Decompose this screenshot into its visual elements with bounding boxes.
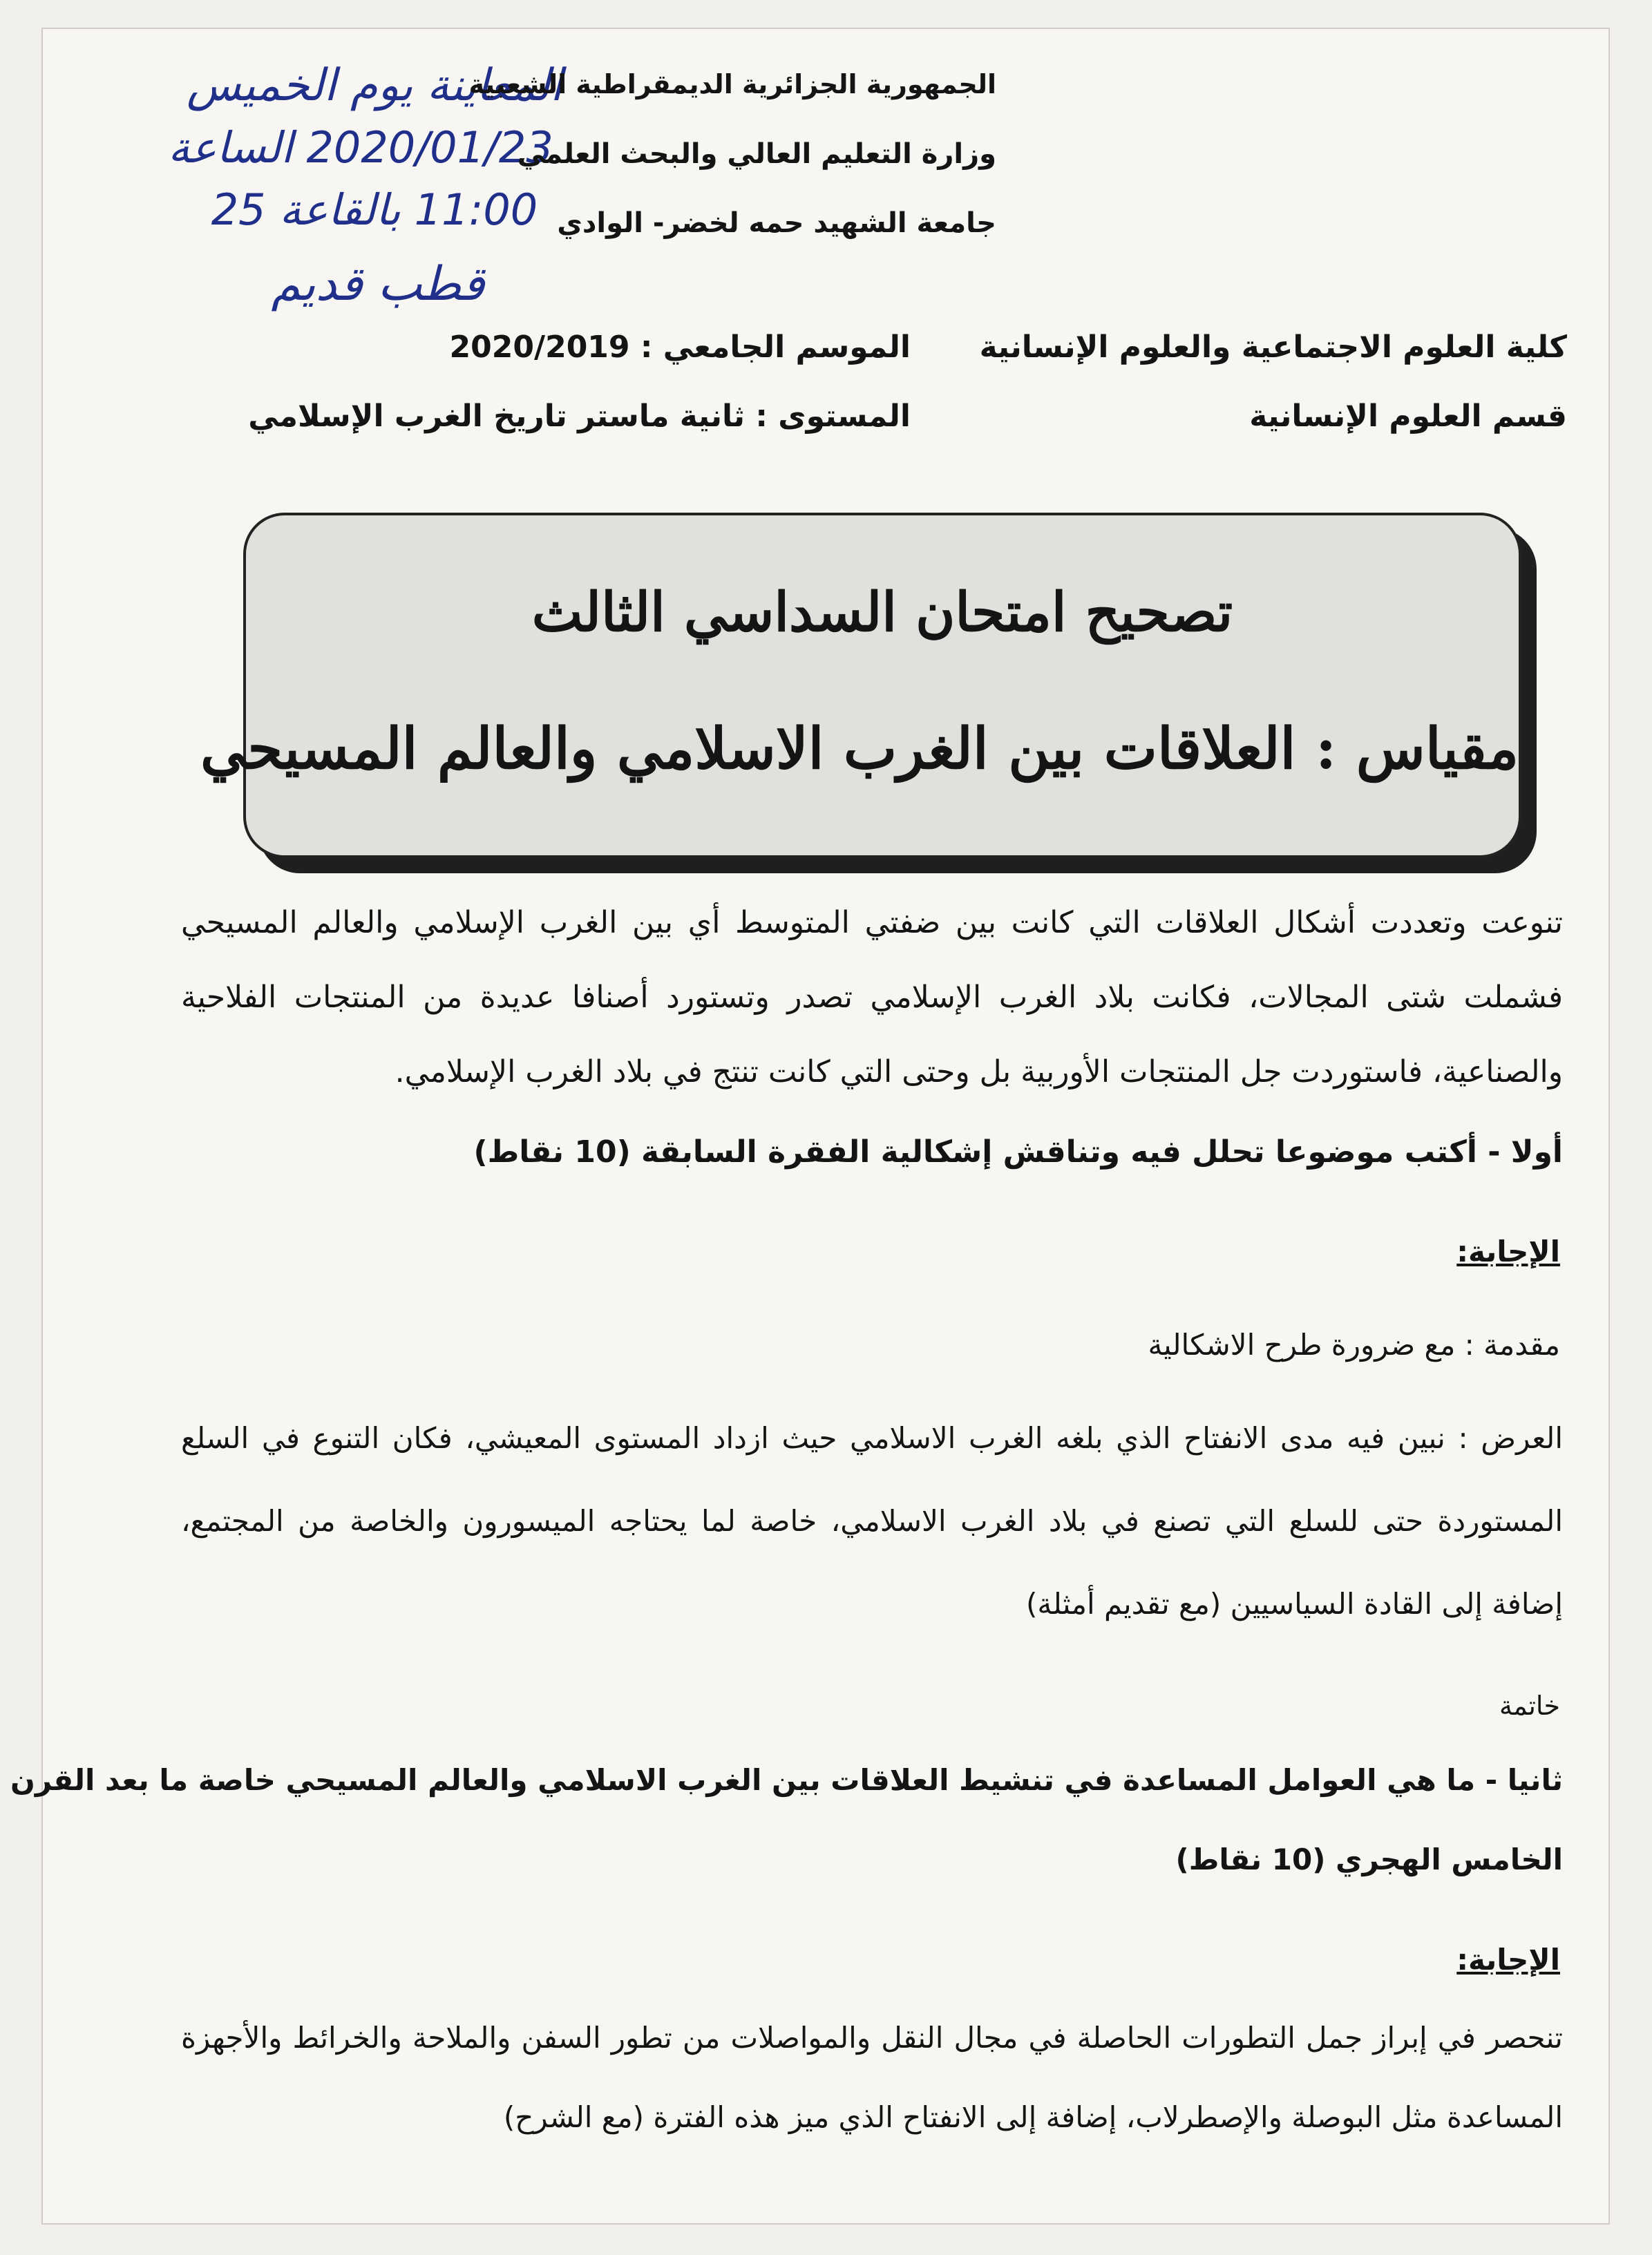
answer-label-2: الإجابة: xyxy=(1456,1943,1560,1977)
handwritten-note-line1: المعاينة يوم الخميس xyxy=(187,60,562,111)
study-level: المستوى : ثانية ماستر تاريخ الغرب الإسلامي xyxy=(248,399,911,434)
exam-title: تصحيح امتحان السداسي الثالث xyxy=(531,581,1233,644)
header-faculty: كلية العلوم الاجتماعية والعلوم الإنسانية xyxy=(979,330,1567,365)
answer-2-body: تنحصر في إبراز جمل التطورات الحاصلة في مجال النقل والمواصلات من تطور السفن والملاحة والخرائط والأجهزة المساعدة مثل البوصلة والإصطرلاب، إضافة إلى الانفتاح الذي ميز هذه الفترة (مع الشرح) xyxy=(181,2021,1563,2134)
answer-1-body: العرض : نبين فيه مدى الانفتاح الذي بلغه الغرب الاسلامي حيث ازداد المستوى المعيشي، فكان التنوع في السلع المستوردة حتى للسلع التي تصنع في بلاد الغرب الاسلامي، خاصة لما يحتاجه الميسورون والخاصة من المجتمع، إضافة إلى القادة السياسيين (مع تقديم أمثلة) xyxy=(181,1421,1563,1621)
title-box xyxy=(200,513,1521,858)
header-university: جامعة الشهيد حمه لخضر- الوادي xyxy=(557,207,996,239)
handwritten-note-line4: قطب قديم xyxy=(271,257,485,312)
header-department: قسم العلوم الإنسانية xyxy=(1249,399,1567,434)
question-1: أولا - أكتب موضوعا تحلل فيه وتناقش إشكالية الفقرة السابقة (10 نقاط) xyxy=(473,1134,1563,1170)
answer-1-conclusion: خاتمة xyxy=(1499,1691,1560,1721)
handwritten-note-line3: 11:00 بالقاعة 25 xyxy=(211,184,538,235)
question-2-line2: الخامس الهجري (10 نقاط) xyxy=(1175,1843,1563,1876)
handwritten-note-line2: 2020/01/23 الساعة xyxy=(168,122,553,173)
header-republic: الجمهورية الجزائرية الديمقراطية الشعبية xyxy=(468,69,996,99)
answer-label-1: الإجابة: xyxy=(1456,1235,1560,1268)
academic-year: الموسم الجامعي : 2020/2019 xyxy=(449,330,911,365)
document-page xyxy=(10,28,1610,2225)
question-2-line1: ثانيا - ما هي العوامل المساعدة في تنشيط العلاقات بين الغرب الاسلامي والعالم المسيحي خاصة ما بعد القرن xyxy=(10,1763,1563,1797)
header-ministry: وزارة التعليم العالي والبحث العلمي xyxy=(517,138,996,170)
subject-title: مقياس : العلاقات بين الغرب الاسلامي والعالم المسيحي xyxy=(200,716,1519,782)
intro-paragraph: تنوعت وتعددت أشكال العلاقات التي كانت بين ضفتي المتوسط أي بين الغرب الإسلامي والعالم المسيحي فشملت شتى المجالات، فكانت بلاد الغرب الإسلامي تصدر وتستورد أصنافا عديدة من المنتجات الفلاحية والصناعية، فاستوردت جل المنتجات الأوربية بل وحتى التي كانت تنتج في بلاد الغرب الإسلامي. xyxy=(181,905,1563,1090)
answer-1-introduction: مقدمة : مع ضرورة طرح الاشكالية xyxy=(1148,1328,1560,1362)
